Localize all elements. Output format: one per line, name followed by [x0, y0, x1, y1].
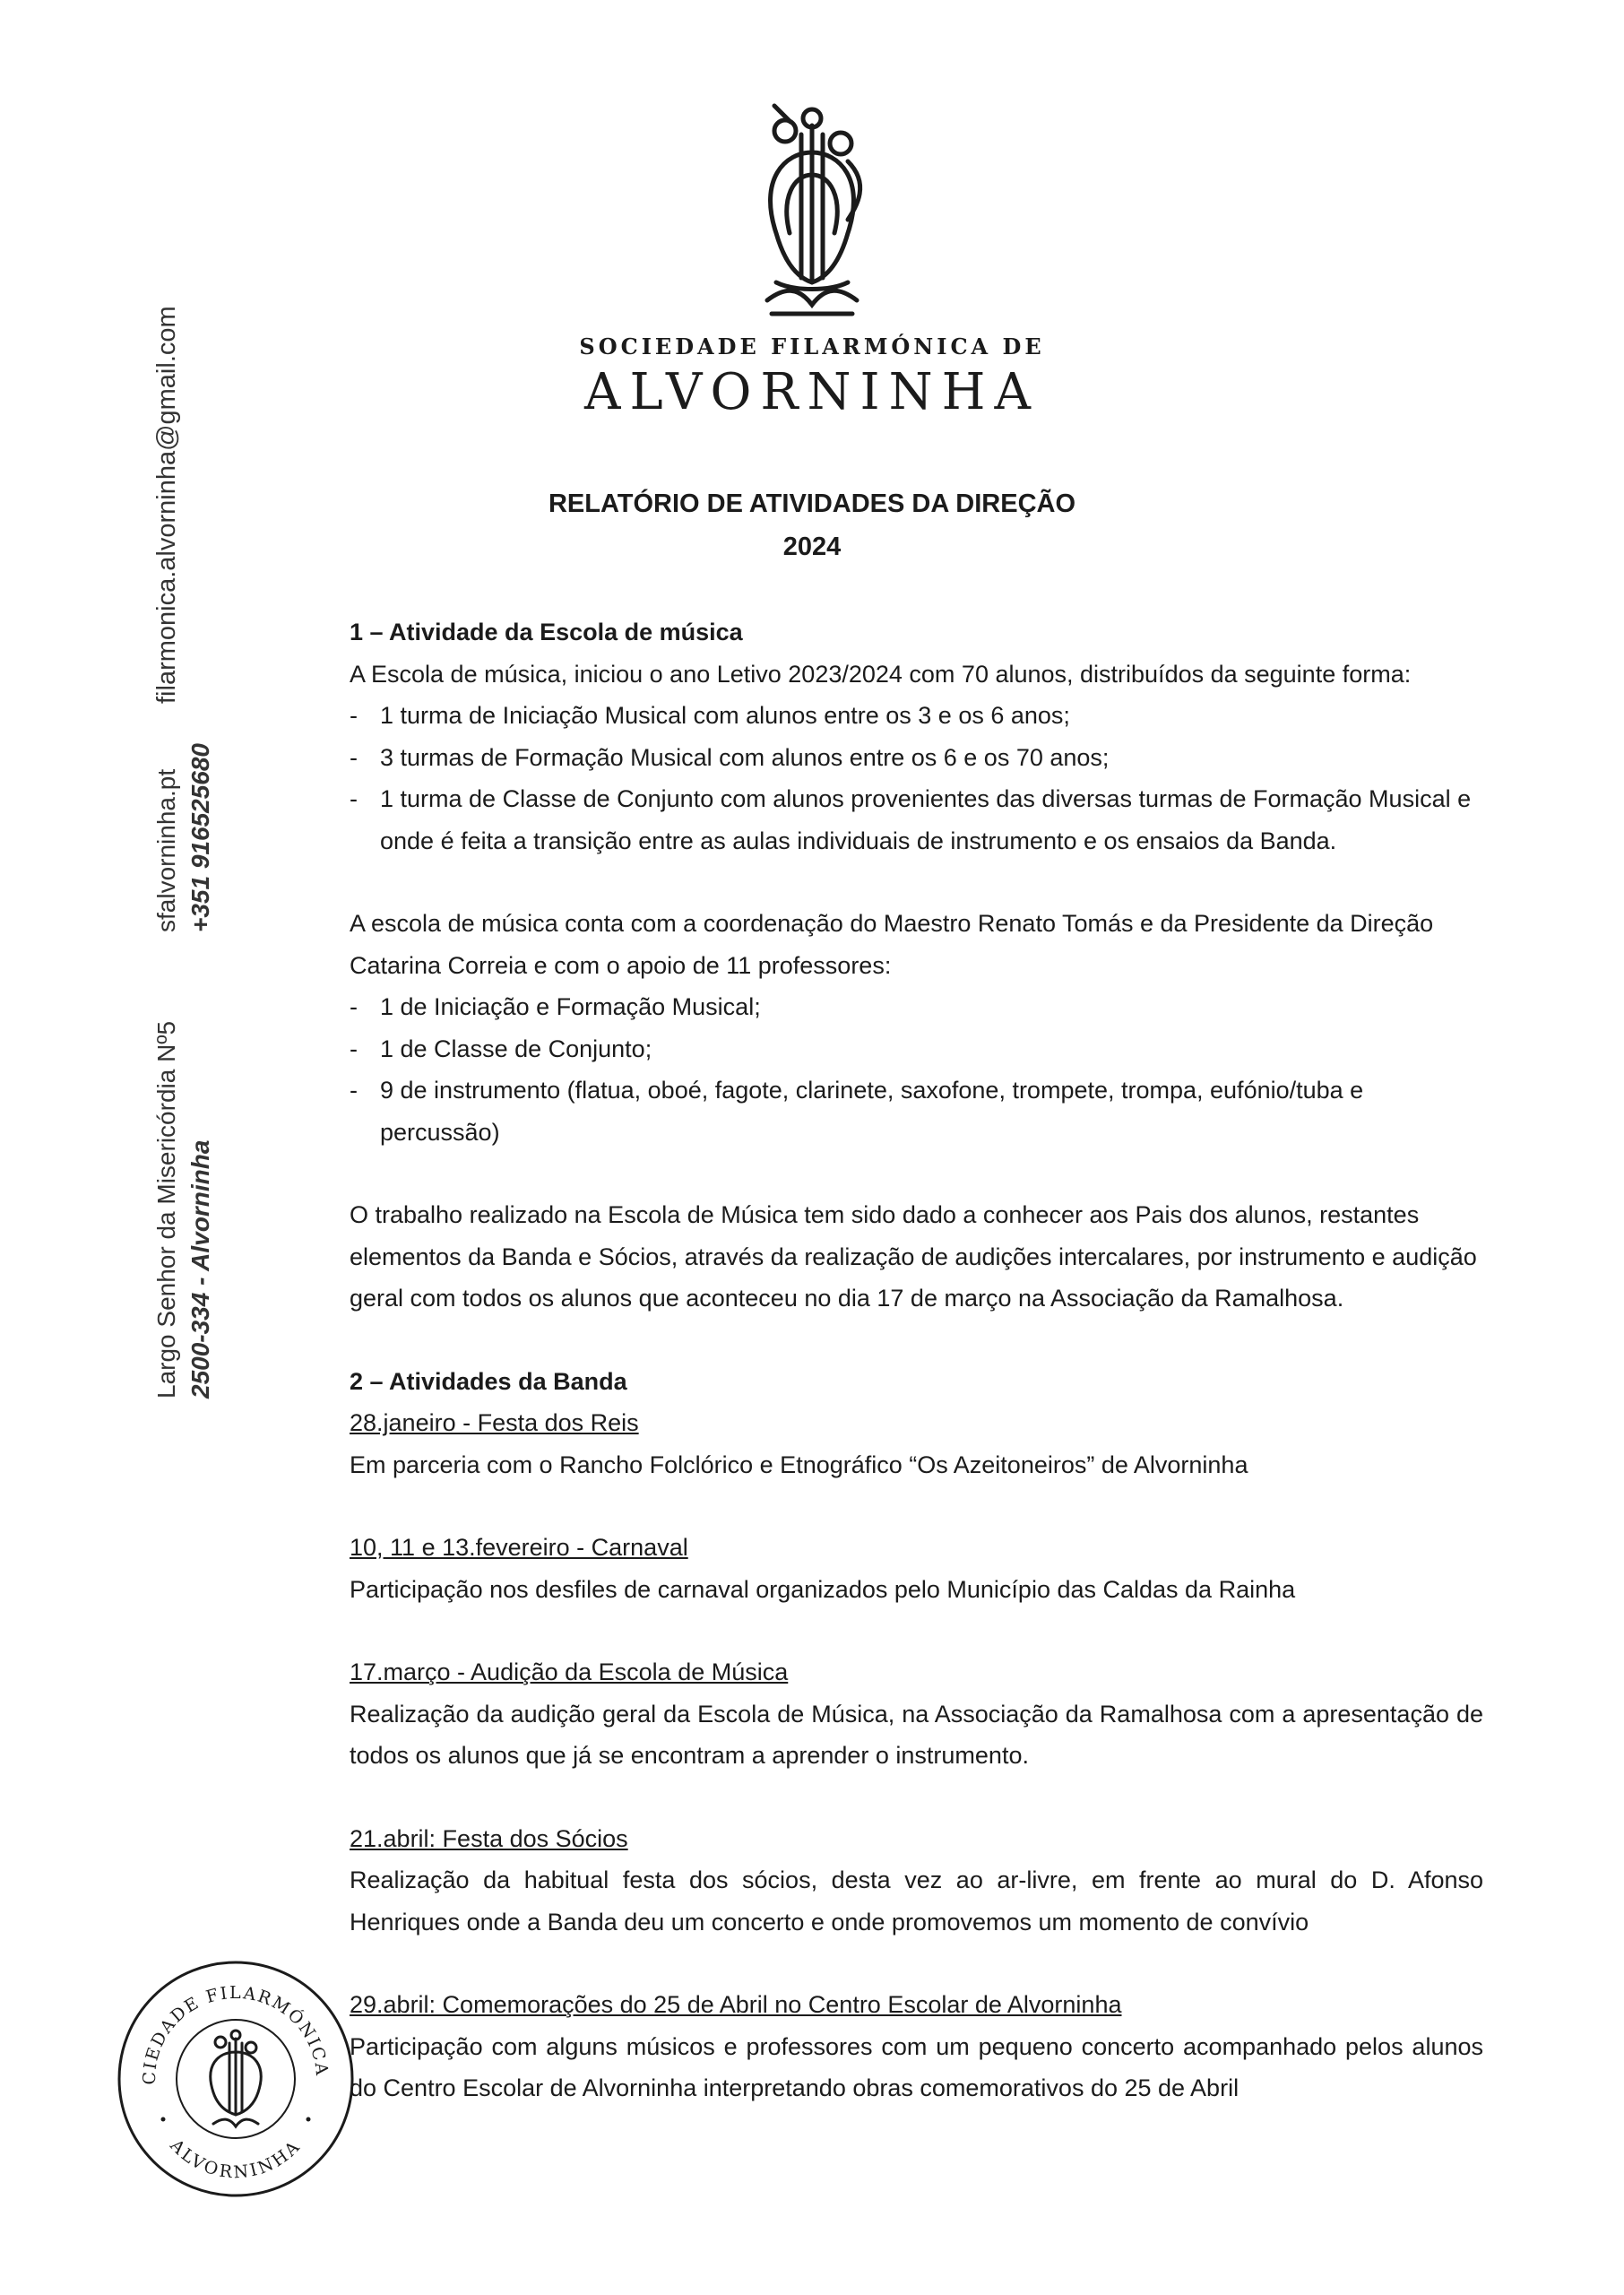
section1-heading: 1 – Atividade da Escola de música [350, 619, 743, 645]
report-year: 2024 [782, 533, 842, 561]
list-item: - 1 de Classe de Conjunto; [350, 1028, 1483, 1070]
seal-stamp [115, 1958, 357, 2200]
report-title [0, 482, 1624, 568]
event-title: 10, 11 e 13.fevereiro - Carnaval [350, 1534, 688, 1561]
org-name-line1: SOCIEDADE FILARMÓNICA DE [579, 333, 1045, 359]
report-body [350, 611, 1483, 2109]
address-line1: Largo Senhor da Misericórdia Nº5 [152, 1020, 180, 1399]
list-item: - 3 turmas de Formação Musical com alunos entre os 6 e os 70 anos; [350, 737, 1483, 779]
class-list [350, 695, 1483, 862]
svg-text:SOCIEDADE FILARMÓNICA DE: CIEDADE FILARMÓNICA [139, 1982, 333, 2085]
website-link[interactable]: sfalvorninha.pt [152, 768, 180, 932]
report-title-line1: RELATÓRIO DE ATIVIDADES DA DIREÇÃO [548, 489, 1076, 518]
list-item: - 1 turma de Iniciação Musical com alunos entre os 3 e os 6 anos; [350, 695, 1483, 737]
phone-number[interactable]: +351 916525680 [186, 743, 214, 932]
address-block [152, 1021, 215, 1399]
event-text: Participação com alguns músicos e professores com um pequeno concerto acompanhado pelos alunos do Centro Escolar de Alvorninha interpretando obras comemorativos do 25 de Abril [350, 2032, 1483, 2101]
event-text: Participação nos desfiles de carnaval organizados pelo Município das Caldas da Rainha [350, 1575, 1296, 1603]
event-text: Em parceria com o Rancho Folclórico e Etnográfico “Os Azeitoneiros” de Alvorninha [350, 1451, 1248, 1478]
section1-coordination: A escola de música conta com a coordenação do Maestro Renato Tomás e da Presidente da Direção Catarina Correia e com o apoio de 11 professores: [350, 910, 1434, 979]
section1-work: O trabalho realizado na Escola de Música tem sido dado a conhecer aos Pais dos alunos, restantes elementos da Banda e Sócios, através da realização de audições intercalares, por instrumento e audição geral com todos os alunos que aconteceu no dia 17 de março na Associação da Ramalhosa. [350, 1201, 1477, 1312]
event-text: Realização da habitual festa dos sócios, desta vez ao ar-livre, em frente ao mural do D. Afonso Henriques onde a Banda deu um concerto e onde promovemos um momento de convívio [350, 1866, 1483, 1936]
seal-icon [115, 1958, 357, 2200]
event-title: 21.abril: Festa dos Sócios [350, 1824, 628, 1852]
lyre-logo-icon [722, 99, 902, 323]
section1-intro: A Escola de música, iniciou o ano Letivo 2023/2024 com 70 alunos, distribuídos da seguinte forma: [350, 660, 1412, 688]
list-item: - 9 de instrumento (flatua, oboé, fagote, clarinete, saxofone, trompete, trompa, eufónio/tuba e percussão) [350, 1070, 1483, 1153]
event-text: Realização da audição geral da Escola de Música, na Associação da Ramalhosa com a apresentação de todos os alunos que já se encontram a aprender o instrumento. [350, 1700, 1483, 1769]
event-title: 28.janeiro - Festa dos Reis [350, 1409, 639, 1436]
svg-text:ALVORNINHA: ALVORNINHA [166, 2135, 306, 2183]
web-phone-block [152, 743, 215, 932]
header-logo [538, 99, 1086, 421]
event-title: 29.abril: Comemorações do 25 de Abril no Centro Escolar de Alvorninha [350, 1991, 1122, 2018]
list-item: - 1 turma de Classe de Conjunto com alunos provenientes das diversas turmas de Formação Musical e onde é feita a transição entre as aulas individuais de instrumento e os ensaios da Banda. [350, 778, 1483, 862]
address-line2: 2500-334 - Alvorninha [186, 1139, 214, 1399]
list-item: - 1 de Iniciação e Formação Musical; [350, 986, 1483, 1028]
org-name-line2: ALVORNINHA [584, 363, 1040, 421]
email-link[interactable]: filarmonica.alvorninha@gmail.com [152, 306, 181, 704]
section2-heading: 2 – Atividades da Banda [350, 1367, 627, 1395]
event-title: 17.março - Audição da Escola de Música [350, 1658, 789, 1685]
teacher-list [350, 986, 1483, 1153]
